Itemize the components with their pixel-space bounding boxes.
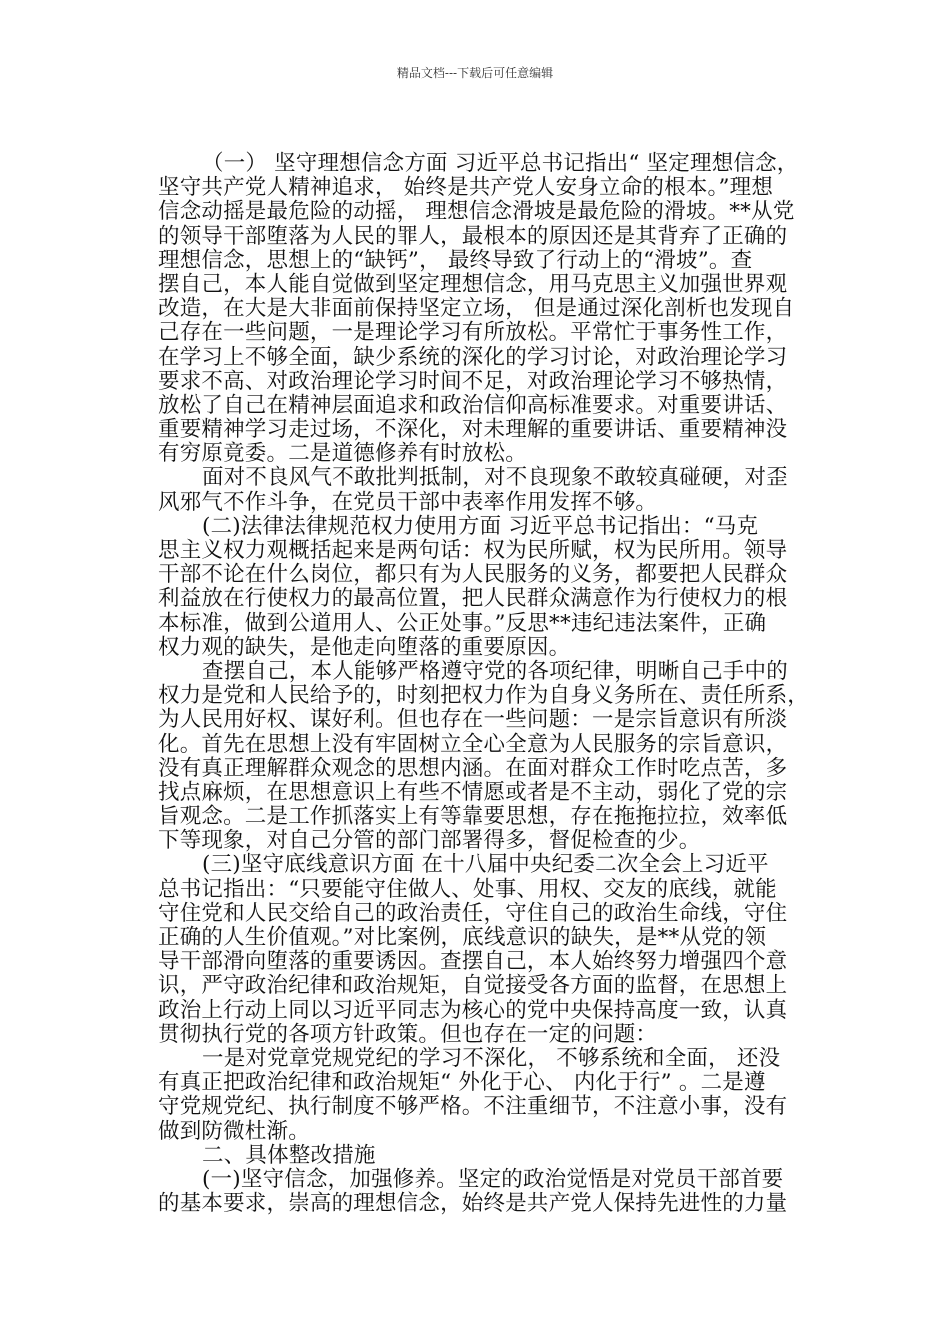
text-line: 重要精神学习走过场，不深化，对未理解的重要讲话、重要精神没 (158, 417, 788, 443)
text-line: 正确的人生价值观。”对比案例，底线意识的缺失，是**从党的领 (158, 925, 767, 950)
page-header-watermark: 精品文档---下载后可任意编辑 (396, 66, 554, 80)
text-line: 政治上行动上同以习近平同志为核心的党中央保持高度一致，认真 (158, 997, 788, 1023)
text-line: 面对不良风气不敢批判抵制，对不良现象不敢较真碰硬，对歪 (202, 465, 788, 491)
paragraph (158, 660, 838, 854)
paragraph (158, 1168, 838, 1216)
text-line: 干部不论在什么岗位，都只有为人民服务的义务，都要把人民群众 (158, 562, 788, 588)
text-line: 二、具体整改措施 (202, 1142, 376, 1168)
text-line: 要求不高、对政治理论学习时间不足，对政治理论学习不够热情， (158, 368, 788, 394)
text-line: 旨观念。二是工作抓落实上有等靠要思想，存在拖拖拉拉，效率低 (158, 804, 788, 830)
document-body (158, 152, 838, 1216)
text-line: 贯彻执行党的各项方针政策。但也存在一定的问题： (158, 1021, 658, 1047)
text-line: (一)坚守信念，加强修养。坚定的政治觉悟是对党员干部首要 (202, 1166, 784, 1192)
text-line: 的领导干部堕落为人民的罪人，最根本的原因还是其背弃了正确的 (158, 223, 788, 249)
paragraph (158, 1047, 838, 1144)
text-line: 化。首先在思想上没有牢固树立全心全意为人民服务的宗旨意识， (158, 731, 788, 757)
text-line: 守住党和人民交给自己的政治责任，守住自己的政治生命线，守住 (158, 900, 788, 926)
text-line: 没有真正理解群众观念的思想内涵。在面对群众工作时吃点苦，多 (158, 755, 788, 781)
paragraph (158, 515, 838, 660)
text-line: 有真正把政治纪律和政治规矩“ 外化于心、 内化于行” 。二是遵 (158, 1070, 766, 1096)
text-line: 一是对党章党规党纪的学习不深化， 不够系统和全面， 还没 (202, 1045, 781, 1071)
text-line: 本标准，做到公道用人、公正处事。”反思**违纪违法案件，正确 (158, 610, 767, 636)
text-line: 摆自己，本人能自觉做到坚定理想信念，用马克思主义加强世界观 (158, 271, 788, 297)
text-line: 权力观的缺失，是他走向堕落的重要原因。 (158, 634, 571, 660)
text-line: 放松了自己在精神层面追求和政治信仰高标准要求。对重要讲话、 (158, 392, 788, 418)
text-line: 在学习上不够全面，缺少系统的深化的学习讨论，对政治理论学习 (158, 344, 788, 370)
text-line: 做到防微杜渐。 (158, 1118, 310, 1144)
text-line: (二)法律法律规范权力使用方面 习近平总书记指出：“马克 (202, 513, 759, 539)
text-line: 风邪气不作斗争，在党员干部中表率作用发挥不够。 (158, 489, 658, 515)
text-line: 坚守共产党人精神追求， 始终是共产党人安身立命的根本。”理想 (158, 175, 774, 201)
text-line: （一） 坚守理想信念方面 习近平总书记指出“ 坚定理想信念， (202, 151, 799, 176)
paragraph (158, 152, 838, 466)
text-line: 的基本要求，崇高的理想信念，始终是共产党人保持先进性的力量 (158, 1191, 788, 1217)
text-line: 思主义权力观概括起来是两句话：权为民所赋，权为民所用。领导 (158, 538, 788, 563)
text-line: 己存在一些问题，一是理论学习有所放松。平常忙于事务性工作， (158, 320, 788, 346)
text-line: (三)坚守底线意识方面 在十八届中央纪委二次全会上习近平 (202, 852, 769, 878)
text-line: 识，严守政治纪律和政治规矩，自觉接受各方面的监督，在思想上 (158, 973, 788, 999)
text-line: 总书记指出：“只要能守住做人、处事、用权、交友的底线，就能 (158, 876, 777, 902)
text-line: 下等现象，对自己分管的部门部署得多，督促检查的少。 (158, 828, 701, 854)
paragraph (158, 1144, 838, 1168)
text-line: 有穷原竟委。二是道德修养有时放松。 (158, 441, 527, 467)
text-line: 信念动摇是最危险的动摇， 理想信念滑坡是最危险的滑坡。**从党 (158, 199, 795, 225)
paragraph (158, 466, 838, 514)
text-line: 导干部滑向堕落的重要诱因。查摆自己，本人始终努力增强四个意 (158, 949, 788, 975)
paragraph (158, 853, 838, 1047)
text-line: 守党规党纪、执行制度不够严格。不注重细节，不注意小事，没有 (158, 1094, 788, 1120)
text-line: 利益放在行使权力的最高位置，把人民群众满意作为行使权力的根 (158, 586, 788, 612)
text-line: 找点麻烦，在思想意识上有些不情愿或者是不主动，弱化了党的宗 (158, 779, 788, 805)
text-line: 查摆自己，本人能够严格遵守党的各项纪律，明晰自己手中的 (202, 658, 788, 684)
text-line: 改造，在大是大非面前保持坚定立场， 但是通过深化剖析也发现自 (158, 296, 795, 322)
text-line: 为人民用好权、谋好利。但也存在一些问题：一是宗旨意识有所淡 (158, 707, 788, 733)
text-line: 理想信念，思想上的“缺钙”， 最终导致了行动上的“滑坡”。查 (158, 247, 753, 273)
text-line: 权力是党和人民给予的，时刻把权力作为自身义务所在、责任所系， (158, 683, 810, 709)
